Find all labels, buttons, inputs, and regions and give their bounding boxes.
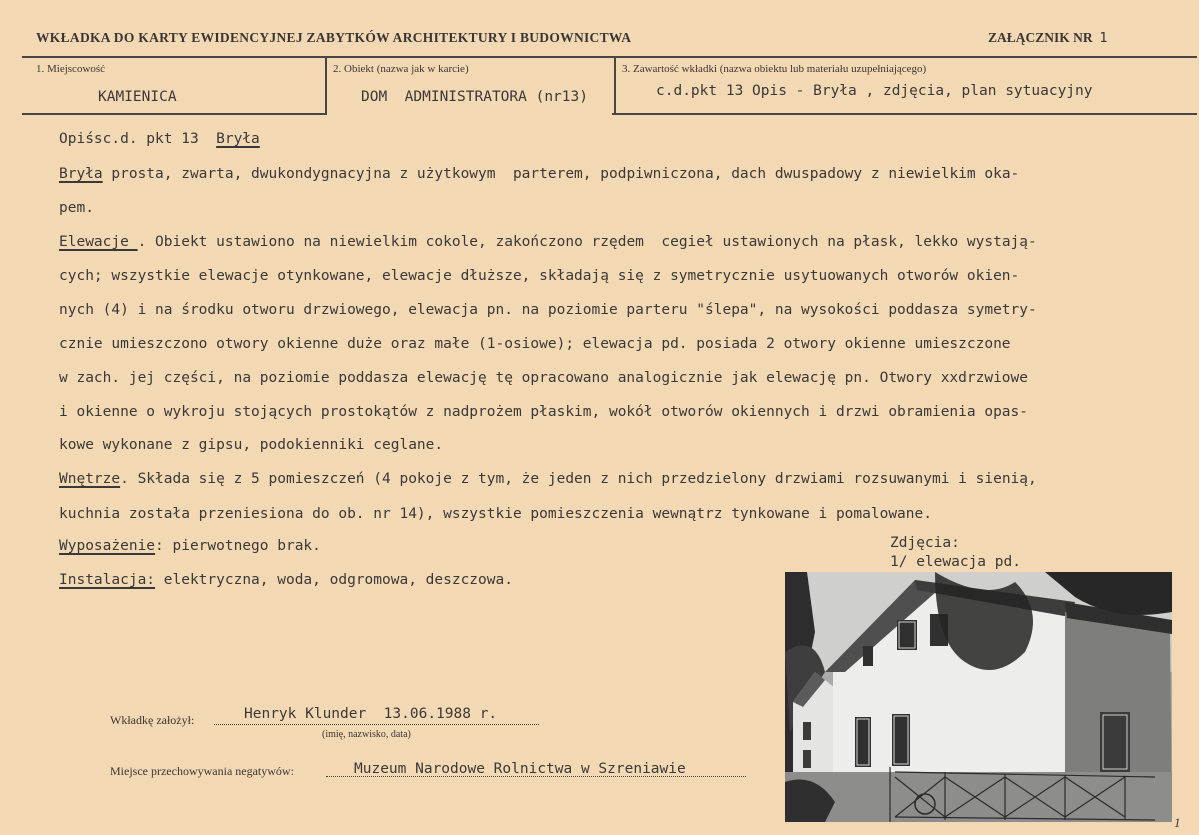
fields-bottom-rule-right xyxy=(612,113,1197,115)
body-line-3: pem. xyxy=(59,200,94,216)
body-line-6: nych (4) i na środku otworu drzwiowego, elewacja pn. na poziomie parteru "ślepa", na wysokości poddasza symetry- xyxy=(59,302,1037,318)
author-label: Wkładkę założył: xyxy=(110,713,195,727)
body-line-14: Instalacja: elektryczna, woda, odgromowa, deszczowa. xyxy=(59,572,513,588)
storage-dotted-line xyxy=(326,776,746,777)
field-divider-2 xyxy=(614,57,616,114)
body-line-8: w zach. jej części, na poziomie poddasza elewację tę opracowano analogicznie jak elewację pn. Otwory xxdrzwiowe xyxy=(59,370,1029,386)
photo-caption-1: Zdjęcia: xyxy=(890,535,960,551)
building-photo-drawing xyxy=(785,572,1172,822)
author-value: Henryk Klunder 13.06.1988 r. xyxy=(244,706,498,722)
field-2-label: 2. Obiekt (nazwa jak w karcie) xyxy=(333,63,469,75)
fields-bottom-rule xyxy=(22,113,327,115)
storage-value: Muzeum Narodowe Rolnictwa w Szreniawie xyxy=(354,761,686,777)
body-line-11: Wnętrze. Składa się z 5 pomieszczeń (4 pokoje z tym, że jeden z nich przedzielony drzwiami rozsuwanymi i sienią, xyxy=(59,471,1037,487)
body-line-13: Wyposażenie: pierwotnego brak. xyxy=(59,538,321,554)
body-line-9: i okienne o wykroju stojących prostokątów z nadprożem płaskim, wokół otworów okiennych i drzwi obramienia opas- xyxy=(59,404,1029,420)
field-divider-1 xyxy=(325,57,327,114)
body-line-10: kowe wykonane z gipsu, podokienniki ceglane. xyxy=(59,437,444,453)
body-line-1: Opiśsc.d. pkt 13 Bryła xyxy=(59,131,260,147)
field-2-value: DOM ADMINISTRATORA (nr13) xyxy=(361,89,588,105)
author-dotted-line xyxy=(214,724,539,725)
field-3-label: 3. Zawartość wkładki (nazwa obiektu lub materiału uzupełniającego) xyxy=(622,63,927,75)
photo-caption-2: 1/ elewacja pd. xyxy=(890,554,1021,570)
field-1-value: KAMIENICA xyxy=(98,89,177,105)
body-line-12: kuchnia została przeniesiona do ob. nr 14), wszystkie pomieszczenia wewnątrz tynkowane i pomalowane. xyxy=(59,506,932,522)
body-line-2: Bryła prosta, zwarta, dwukondygnacyjna z użytkowym parterem, podpiwniczona, dach dwuspadowy z niewielkim oka- xyxy=(59,166,1020,182)
body-line-7: cznie umieszczono otwory okienne duże oraz małe (1-osiowe); elewacja pd. posiada 2 otwory okienne umieszczone xyxy=(59,336,1011,352)
field-3-value: c.d.pkt 13 Opis - Bryła , zdjęcia, plan sytuacyjny xyxy=(656,83,1093,99)
top-rule xyxy=(22,56,1197,58)
body-line-5: cych; wszystkie elewacje otynkowane, elewacje dłuższe, składają się z symetrycznie usytuowanych otworów okien- xyxy=(59,268,1020,284)
storage-label: Miejsce przechowywania negatywów: xyxy=(110,764,294,778)
field-1-label: 1. Miejscowość xyxy=(36,63,106,75)
corner-mark: 1 xyxy=(1174,815,1181,830)
body-line-4: Elewacje . Obiekt ustawiono na niewielkim cokole, zakończono rzędem cegieł ustawionych na płask, lekko wystają- xyxy=(59,234,1037,250)
card-title: WKŁADKA DO KARTY EWIDENCYJNEJ ZABYTKÓW ARCHITEKTURY I BUDOWNICTWA xyxy=(36,30,632,45)
building-photo xyxy=(785,572,1172,822)
author-sublabel: (imię, nazwisko, data) xyxy=(322,729,411,740)
annex-label: ZAŁĄCZNIK NR 1 xyxy=(988,30,1108,46)
